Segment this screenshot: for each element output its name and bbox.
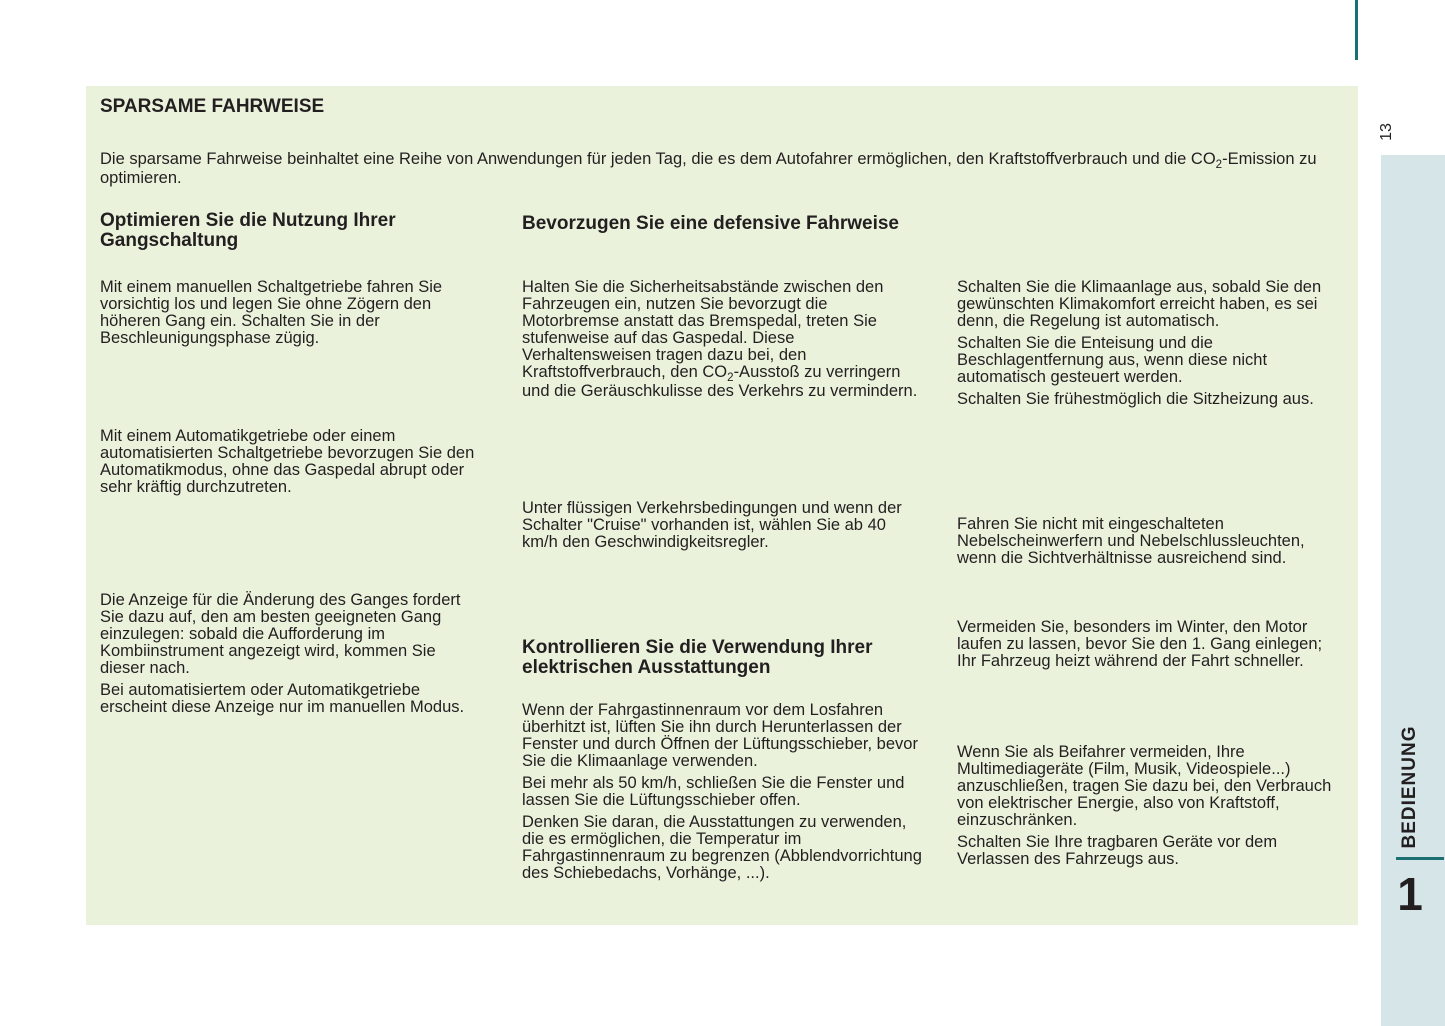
safety-distance-text-end: -Ausstoß zu verringern und die Geräuschkulisse des Verkehrs zu vermindern. bbox=[522, 363, 918, 400]
gear-indicator-note: Bei automatisiertem oder Automatikgetriebe erscheint diese Anzeige nur im manuellen Modus. bbox=[100, 681, 465, 716]
defrost-text: Schalten Sie die Enteisung und die Beschlagentfernung aus, wenn diese nicht automatisch gesteuert werden. bbox=[957, 334, 1268, 386]
intro-text-end: -Emission zu optimieren. bbox=[100, 150, 1317, 187]
top-rule bbox=[1355, 0, 1358, 60]
chapter-label: BEDIENUNG bbox=[1399, 725, 1420, 849]
multimedia-text: Wenn Sie als Beifahrer vermeiden, Ihre Multimediageräte (Film, Musik, Videospiele...) anzuschließen, tragen Sie dazu bei, den Verbrauch von elektrischer Energie, also von Kraftstoff, einzuschränken. bbox=[957, 743, 1332, 829]
gear-indicator-text: Die Anzeige für die Änderung des Ganges fordert Sie dazu auf, den am besten geeigneten Gang einzulegen: sobald die Aufforderung im Kombiinstrument angezeigt wird, kommen Sie dieser nach. bbox=[100, 591, 461, 677]
intro-paragraph bbox=[100, 151, 1340, 187]
paragraph-air-conditioning bbox=[957, 279, 1347, 408]
paragraph-multimedia bbox=[957, 744, 1347, 868]
intro-subscript: 2 bbox=[1215, 159, 1223, 171]
paragraph-automatic-gearbox: Mit einem Automatikgetriebe oder einem automatisierten Schaltgetriebe bevorzugen Sie den Automatikmodus, ohne das Gaspedal abrupt oder sehr kräftig durchzutreten. bbox=[100, 427, 475, 496]
heading-electrical-equipment: Kontrollieren Sie die Verwendung Ihrer elektrischen Ausstattungen bbox=[522, 637, 873, 678]
paragraph-cabin-ventilation bbox=[522, 702, 922, 882]
paragraph-cruise-control: Unter flüssigen Verkehrsbedingungen und wenn der Schalter "Cruise" vorhanden ist, wählen Sie ab 40 km/h den Geschwindigkeitsregler. bbox=[522, 499, 902, 551]
seat-heating-text: Schalten Sie frühestmöglich die Sitzheizung aus. bbox=[957, 390, 1314, 408]
sun-protection-text: Denken Sie daran, die Ausstattungen zu verwenden, die es ermöglichen, die Temperatur im Fahrgastinnenraum zu begrenzen (Abblendvorrichtung des Schiebedachs, Vorhänge, ...). bbox=[522, 813, 922, 882]
cabin-ventilation-text: Wenn der Fahrgastinnenraum vor dem Losfahren überhitzt ist, lüften Sie ihn durch Herunterlassen der Fenster und durch Öffnen der Lüftungsschieber, bevor Sie die Klimaanlage verwenden. bbox=[522, 701, 918, 770]
page-title: SPARSAME FAHRWEISE bbox=[100, 96, 325, 117]
paragraph-fog-lights: Fahren Sie nicht mit eingeschalteten Nebelscheinwerfern und Nebelschlussleuchten, wenn die Sichtverhältnisse ausreichend sind. bbox=[957, 515, 1305, 567]
paragraph-gear-indicator bbox=[100, 592, 470, 716]
paragraph-manual-gearbox: Mit einem manuellen Schaltgetriebe fahren Sie vorsichtig los und legen Sie ohne Zögern den höheren Gang ein. Schalten Sie in der Beschleunigungsphase zügig. bbox=[100, 278, 443, 347]
co2-subscript: 2 bbox=[727, 372, 734, 384]
windows-text: Bei mehr als 50 km/h, schließen Sie die Fenster und lassen Sie die Lüftungsschieber offen. bbox=[522, 774, 905, 809]
chapter-number: 1 bbox=[1397, 868, 1423, 920]
safety-distance-text: Halten Sie die Sicherheitsabstände zwischen den Fahrzeugen ein, nutzen Sie bevorzugt die Motorbremse anstatt das Bremspedal, treten Sie stufenweise auf das Gaspedal. Diese Verhaltensweisen tragen dazu bei, den Kraftstoffverbrauch, den CO bbox=[522, 278, 884, 381]
paragraph-engine-idle: Vermeiden Sie, besonders im Winter, den Motor laufen zu lassen, bevor Sie den 1. Gang einlegen; Ihr Fahrzeug heizt während der Fahrt schneller. bbox=[957, 618, 1323, 670]
paragraph-safety-distance bbox=[522, 279, 922, 400]
portable-devices-text: Schalten Sie Ihre tragbaren Geräte vor dem Verlassen des Fahrzeugs aus. bbox=[957, 833, 1278, 868]
chapter-rule bbox=[1396, 857, 1444, 860]
air-conditioning-text: Schalten Sie die Klimaanlage aus, sobald Sie den gewünschten Klimakomfort erreicht haben, es sei denn, die Regelung ist automatisch. bbox=[957, 278, 1322, 330]
page-number: 13 bbox=[1378, 123, 1395, 141]
heading-gear-shifting: Optimieren Sie die Nutzung Ihrer Gangschaltung bbox=[100, 210, 396, 251]
intro-text: Die sparsame Fahrweise beinhaltet eine Reihe von Anwendungen für jeden Tag, die es dem Autofahrer ermöglichen, den Kraftstoffverbrauch und die CO bbox=[100, 150, 1216, 168]
heading-defensive-driving: Bevorzugen Sie eine defensive Fahrweise bbox=[522, 213, 899, 234]
